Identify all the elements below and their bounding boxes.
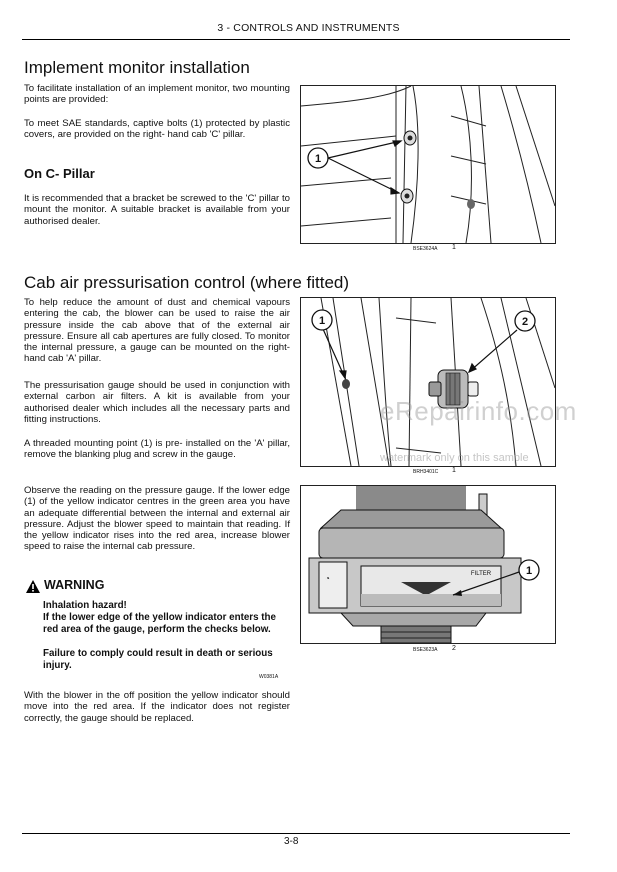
- gauge-symbol-icon: ◔: [325, 574, 330, 583]
- figure-code: BSE3624A: [413, 246, 438, 252]
- cab-air-para-4: Observe the reading on the pressure gauge. If the lower edge (1) of the yellow indicator centres in the green area you have an adequate differential between the internal and external air pressure. Adjust the blower speed to maintain that reading. If the yellow indicator rises into the red area, increase blower speed to raise the internal cab pressure.: [24, 485, 290, 553]
- page-header: 3 - CONTROLS AND INSTRUMENTS: [217, 22, 400, 34]
- cab-air-para-2: The pressurisation gauge should be used in conjunction with external carbon air filters. A kit is available from your authorised dealer which includes all the necessary parts and fitting instructions.: [24, 380, 290, 425]
- section-heading-implement-monitor: Implement monitor installation: [24, 58, 250, 77]
- callout-1: 1: [314, 153, 322, 165]
- figure-gauge: [300, 485, 556, 644]
- footer-rule: [22, 833, 570, 834]
- figure-number: 1: [452, 244, 456, 251]
- a-pillar-illustration: [301, 298, 555, 466]
- gauge-illustration: [301, 486, 555, 643]
- cab-air-para-5: With the blower in the off position the yellow indicator should move into the red area. If the indicator does not register correctly, the gauge should be replaced.: [24, 690, 290, 724]
- figure-c-pillar: [300, 85, 556, 244]
- watermark-main: eRepairinfo.com: [380, 396, 577, 426]
- figure-code: BSE3623A: [413, 647, 438, 653]
- implement-para-2: To meet SAE standards, captive bolts (1) protected by plastic covers, are provided on the right- hand cab 'C' pillar.: [24, 118, 290, 141]
- watermark-sub: watermark only on this sample: [380, 452, 529, 464]
- figure-a-pillar: [300, 297, 556, 467]
- subheading-c-pillar: On C- Pillar: [24, 166, 95, 181]
- implement-para-3: It is recommended that a bracket be screwed to the 'C' pillar to mount the monitor. A suitable bracket is available from your authorised dealer.: [24, 193, 290, 227]
- warning-line-2: If the lower edge of the yellow indicator enters the red area of the gauge, perform the checks below.: [43, 612, 276, 635]
- section-heading-cab-air: Cab air pressurisation control (where fitted): [24, 273, 350, 292]
- warning-title: WARNING: [44, 578, 105, 592]
- figure-number: 1: [452, 467, 456, 474]
- callout-1: 1: [525, 565, 533, 577]
- callout-2: 2: [521, 316, 529, 328]
- callout-1: 1: [318, 315, 326, 327]
- page-number: 3-8: [284, 836, 299, 847]
- filter-label: FILTER: [470, 571, 492, 577]
- warning-triangle-icon: [26, 580, 40, 593]
- c-pillar-illustration: [301, 86, 555, 243]
- warning-code: W0381A: [259, 674, 279, 680]
- header-rule: [22, 39, 570, 40]
- warning-title-row: [26, 578, 146, 596]
- figure-number: 2: [452, 645, 456, 652]
- warning-line-3: Failure to comply could result in death or serious injury.: [43, 648, 273, 671]
- warning-line-1: Inhalation hazard!: [43, 600, 127, 611]
- cab-air-para-1: To help reduce the amount of dust and chemical vapours entering the cab, the blower can be used to raise the air pressure inside the cab above that of the external air pressure. Ensure all cab apertures are fully closed. To monitor the internal pressure, a gauge can be mounted on the right- hand cab 'A' pillar.: [24, 297, 290, 365]
- implement-para-1: To facilitate installation of an implement monitor, two mounting points are provided:: [24, 83, 290, 106]
- figure-code: BRH3401C: [413, 469, 439, 475]
- cab-air-para-3: A threaded mounting point (1) is pre- installed on the 'A' pillar, remove the blanking plug and screw in the gauge.: [24, 438, 290, 461]
